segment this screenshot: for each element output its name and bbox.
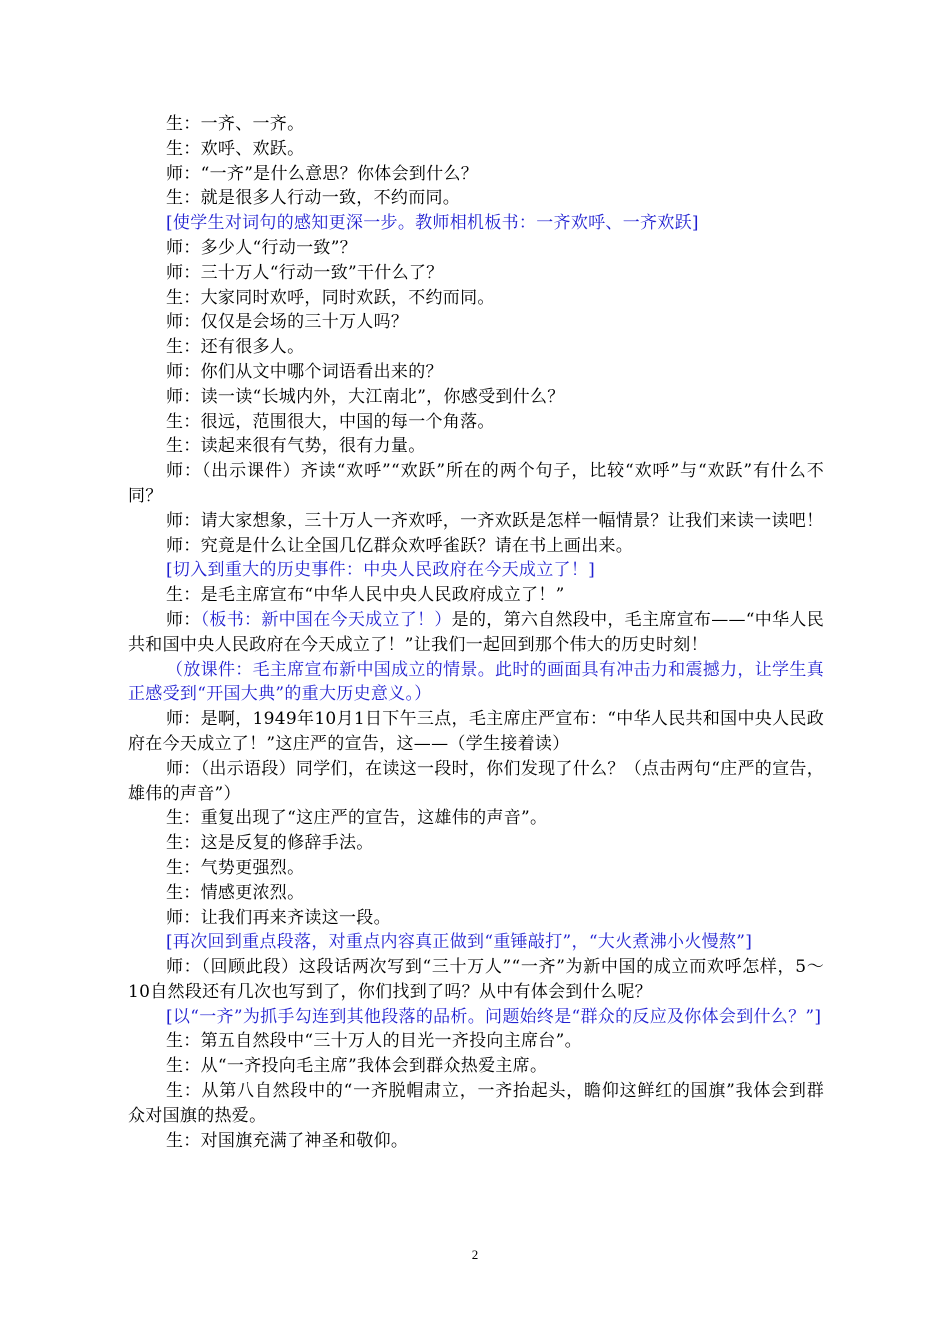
paragraph: 师：你们从文中哪个词语看出来的？ bbox=[166, 361, 443, 382]
paragraph: 师：让我们再来齐读这一段。 bbox=[166, 907, 391, 928]
paragraph: 生：重复出现了“这庄严的宣告，这雄伟的声音”。 bbox=[166, 808, 548, 829]
board-note-annotation: （板书：新中国在今天成立了！） bbox=[200, 609, 452, 630]
annotation-paragraph: （放课件：毛主席宣布新中国成立的情景。此时的画面具有冲击力和震撼力，让学生真正感受到“开国大典”的重大历史意义。） bbox=[128, 659, 824, 705]
paragraph: 师：（出示语段）同学们，在读这一段时，你们发现了什么？（点击两句“庄严的宣告，雄伟的声音”） bbox=[128, 758, 824, 804]
annotation-paragraph: [以“一齐”为抓手勾连到其他段落的品析。问题始终是“群众的反应及你体会到什么？”] bbox=[166, 1006, 822, 1027]
document-body bbox=[128, 112, 824, 1153]
paragraph: 生：很远，范围很大，中国的每一个角落。 bbox=[166, 411, 495, 432]
paragraph: 生：这是反复的修辞手法。 bbox=[166, 833, 374, 854]
paragraph: 生：从“一齐投向毛主席”我体会到群众热爱主席。 bbox=[166, 1056, 548, 1077]
page-number: 2 bbox=[471, 1247, 479, 1262]
paragraph: 生：一齐、一齐。 bbox=[166, 114, 305, 134]
annotation-paragraph: [再次回到重点段落，对重点内容真正做到“重锤敲打”，“大火煮沸小火慢熬”] bbox=[166, 932, 753, 953]
paragraph: 师：读一读“长城内外，大江南北”，你感受到什么？ bbox=[166, 386, 565, 407]
paragraph: 师：仅仅是会场的三十万人吗？ bbox=[166, 312, 409, 333]
board-note-paragraph bbox=[128, 608, 824, 658]
board-note-suffix: 是的，第六自然段中，毛主席宣布——“中华人民共和国中央人民政府在今天成立了！”让我们一起回到那个伟大的历史时刻！ bbox=[128, 609, 824, 655]
paragraph: 生：从第八自然段中的“一齐脱帽肃立，一齐抬起头，瞻仰这鲜红的国旗”我体会到群众对国旗的热爱。 bbox=[128, 1081, 824, 1126]
paragraph: 师：请大家想象，三十万人一齐欢呼，一齐欢跃是怎样一幅情景？让我们来读一读吧！ bbox=[166, 510, 824, 531]
paragraph: 师：（回顾此段）这段话两次写到“三十万人”“一齐”为新中国的成立而欢呼怎样，5～10自然段还有几次也写到了，你们找到了吗？从中有体会到什么呢？ bbox=[128, 957, 824, 1002]
paragraph: 师：“一齐”是什么意思？你体会到什么？ bbox=[166, 163, 479, 184]
paragraph: 师：究竟是什么让全国几亿群众欢呼雀跃？请在书上画出来。 bbox=[166, 535, 634, 556]
annotation-paragraph: [切入到重大的历史事件：中央人民政府在今天成立了！] bbox=[166, 560, 596, 581]
paragraph: 师：多少人“行动一致”？ bbox=[166, 237, 357, 258]
paragraph: 师：是啊，1949年10月1日下午三点，毛主席庄严宣布：“中华人民共和国中央人民政府在今天成立了！”这庄严的宣告，这——（学生接着读） bbox=[128, 709, 824, 754]
paragraph: 生：就是很多人行动一致，不约而同。 bbox=[166, 188, 461, 209]
paragraph: 师：三十万人“行动一致”干什么了？ bbox=[166, 262, 444, 283]
paragraph: 生：气势更强烈。 bbox=[166, 857, 305, 878]
paragraph: 生：欢呼、欢跃。 bbox=[166, 138, 305, 159]
paragraph: 生：对国旗充满了神圣和敬仰。 bbox=[166, 1130, 409, 1151]
paragraph: 师：（出示课件）齐读“欢呼”“欢跃”所在的两个句子，比较“欢呼”与“欢跃”有什么不同？ bbox=[128, 461, 824, 506]
annotation-paragraph: [使学生对词句的感知更深一步。教师相机板书：一齐欢呼、一齐欢跃] bbox=[166, 213, 699, 234]
paragraph: 生：情感更浓烈。 bbox=[166, 882, 305, 903]
board-note-prefix: 师： bbox=[166, 609, 201, 630]
paragraph: 生：大家同时欢呼，同时欢跃，不约而同。 bbox=[166, 287, 495, 308]
paragraph: 生：是毛主席宣布“中华人民中央人民政府成立了！” bbox=[166, 585, 565, 606]
paragraph: 生：读起来很有气势，很有力量。 bbox=[166, 436, 426, 457]
paragraph: 生：还有很多人。 bbox=[166, 337, 305, 358]
paragraph: 生：第五自然段中“三十万人的目光一齐投向主席台”。 bbox=[166, 1031, 582, 1052]
